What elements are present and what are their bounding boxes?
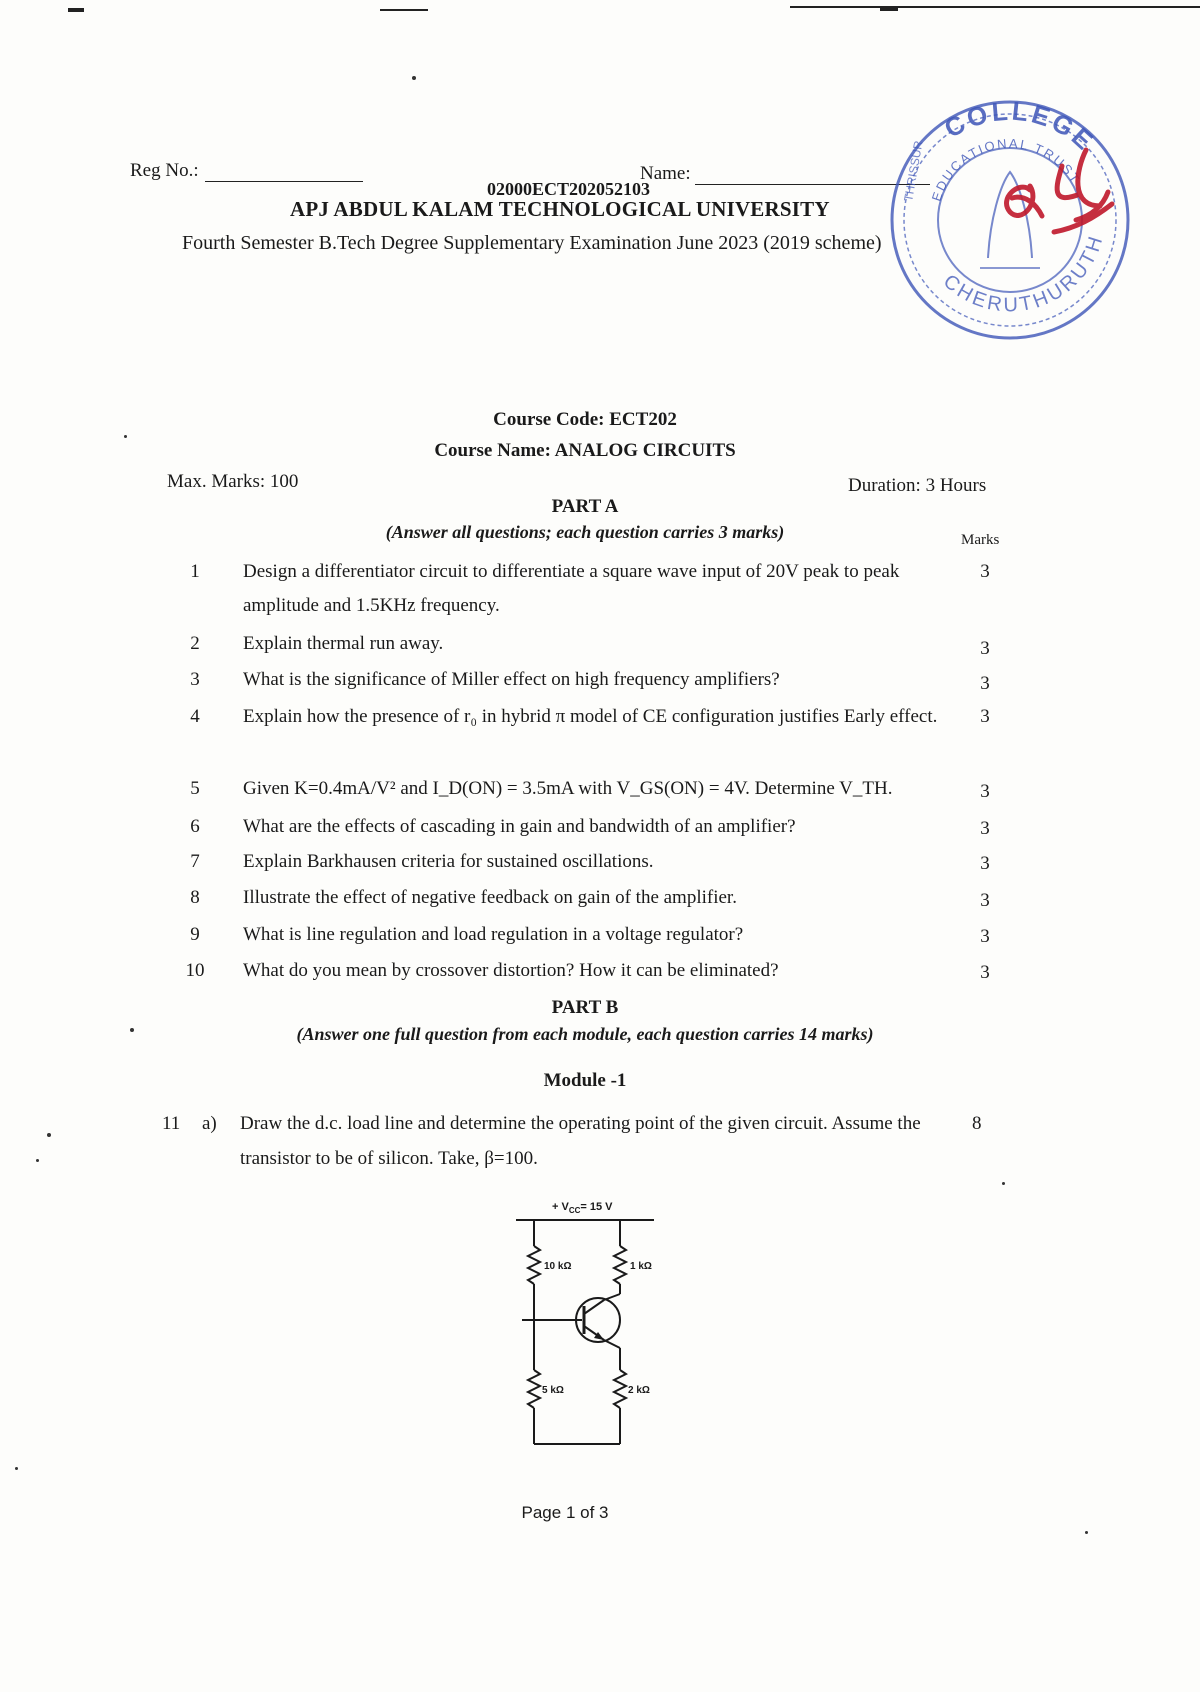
duration: Duration: 3 Hours	[848, 475, 987, 496]
question-text: What is line regulation and load regulation in a voltage regulator?	[243, 924, 744, 945]
name-label: Name:	[640, 163, 691, 184]
question-text: Explain how the presence of r₀ in hybrid π model of CE configuration justifies Early effect.	[243, 706, 938, 727]
question-number: 2	[190, 633, 200, 654]
stamp-arc-text: EDUCATIONAL TRUST	[928, 135, 1084, 204]
question-marks: 3	[980, 706, 990, 727]
circuit-graphic	[510, 1190, 670, 1450]
reg-no-blank	[205, 181, 363, 182]
question-text: What is the significance of Miller effect on high frequency amplifiers?	[243, 669, 780, 690]
question-text: Given K=0.4mA/V² and I_D(ON) = 3.5mA with V_GS(ON) = 4V. Determine V_TH.	[243, 778, 893, 799]
scan-edge-mark	[380, 9, 428, 11]
question-number: 11	[162, 1113, 181, 1134]
question-number: 8	[190, 887, 200, 908]
question-marks: 3	[980, 926, 990, 947]
question-subpart: a)	[202, 1113, 217, 1134]
scan-speck	[412, 76, 416, 80]
scan-edge-mark	[68, 8, 84, 12]
part-b-title: PART B	[551, 997, 619, 1018]
library-stamp	[880, 90, 1140, 350]
question-number: 6	[190, 816, 200, 837]
part-a-instruction: (Answer all questions; each question carries 3 marks)	[385, 522, 785, 542]
marks-header: Marks	[961, 532, 1000, 548]
question-number: 1	[190, 561, 200, 582]
question-text: What do you mean by crossover distortion? How it can be eliminated?	[243, 960, 779, 981]
question-marks: 3	[980, 818, 990, 839]
question-text: What are the effects of cascading in gain and bandwidth of an amplifier?	[243, 816, 796, 837]
vcc-value: = 15 V	[580, 1201, 613, 1213]
part-a-title: PART A	[551, 496, 619, 517]
question-marks: 3	[980, 673, 990, 694]
question-marks: 3	[980, 638, 990, 659]
vcc-subscript: CC	[568, 1206, 581, 1215]
exam-title: Fourth Semester B.Tech Degree Supplementary Examination June 2023 (2019 scheme)	[182, 232, 882, 254]
reg-no-field	[130, 160, 363, 182]
reg-no-label: Reg No.:	[130, 160, 199, 181]
question-number: 10	[185, 960, 205, 981]
question-marks: 3	[980, 853, 990, 874]
university-title: APJ ABDUL KALAM TECHNOLOGICAL UNIVERSITY	[290, 197, 830, 221]
module-title: Module -1	[543, 1070, 627, 1091]
scan-speck	[124, 435, 127, 438]
svg-text:+ VCC= 15 V	[552, 1201, 613, 1215]
question-text: Explain thermal run away.	[243, 633, 444, 654]
scan-edge-line	[790, 6, 1200, 8]
question-number: 4	[190, 706, 200, 727]
r2-label: 1 kΩ	[630, 1261, 652, 1272]
vcc-label: + V	[552, 1201, 569, 1213]
stamp-side-text: THRISSUR	[901, 139, 926, 203]
course-code: Course Code: ECT202	[493, 409, 677, 430]
question-marks: 3	[980, 962, 990, 983]
paper-code: 02000ECT202052103	[487, 179, 651, 199]
question-number: 7	[190, 851, 200, 872]
stamp-bottom-text: CHERUTHURUTH	[938, 231, 1109, 317]
r4-label: 2 kΩ	[628, 1385, 650, 1396]
question-marks: 3	[980, 890, 990, 911]
stamp-graphic	[880, 90, 1140, 350]
question-marks: 8	[972, 1113, 982, 1134]
question-marks: 3	[980, 561, 990, 582]
stamp-top-text: COLLEGE	[939, 95, 1102, 158]
scan-speck	[15, 1467, 18, 1470]
question-text: Illustrate the effect of negative feedback on gain of the amplifier.	[243, 887, 737, 908]
question-number: 5	[190, 778, 200, 799]
scan-speck	[1085, 1531, 1088, 1534]
max-marks: Max. Marks: 100	[167, 471, 299, 492]
page-number: Page 1 of 3	[521, 1503, 609, 1522]
scan-speck	[36, 1159, 39, 1162]
bjt-bias-circuit	[510, 1190, 670, 1450]
course-name: Course Name: ANALOG CIRCUITS	[434, 440, 736, 461]
question-11	[162, 1106, 1002, 1186]
scan-edge-mark	[880, 6, 898, 11]
scan-speck	[47, 1133, 51, 1137]
question-text: Draw the d.c. load line and determine the operating point of the given circuit. Assume the transistor to be of silicon. Take, β=100.	[240, 1113, 921, 1169]
question-text: Explain Barkhausen criteria for sustained oscillations.	[243, 851, 654, 872]
question-number: 3	[190, 669, 200, 690]
question-text: Design a differentiator circuit to differentiate a square wave input of 20V peak to peak amplitude and 1.5KHz frequency.	[243, 561, 900, 616]
r3-label: 5 kΩ	[542, 1385, 564, 1396]
question-number: 9	[190, 924, 200, 945]
part-b-instruction: (Answer one full question from each module, each question carries 14 marks)	[296, 1024, 874, 1044]
question-marks: 3	[980, 781, 990, 802]
r1-label: 10 kΩ	[544, 1261, 572, 1272]
scan-speck	[1002, 1182, 1005, 1185]
scan-speck	[130, 1028, 134, 1032]
